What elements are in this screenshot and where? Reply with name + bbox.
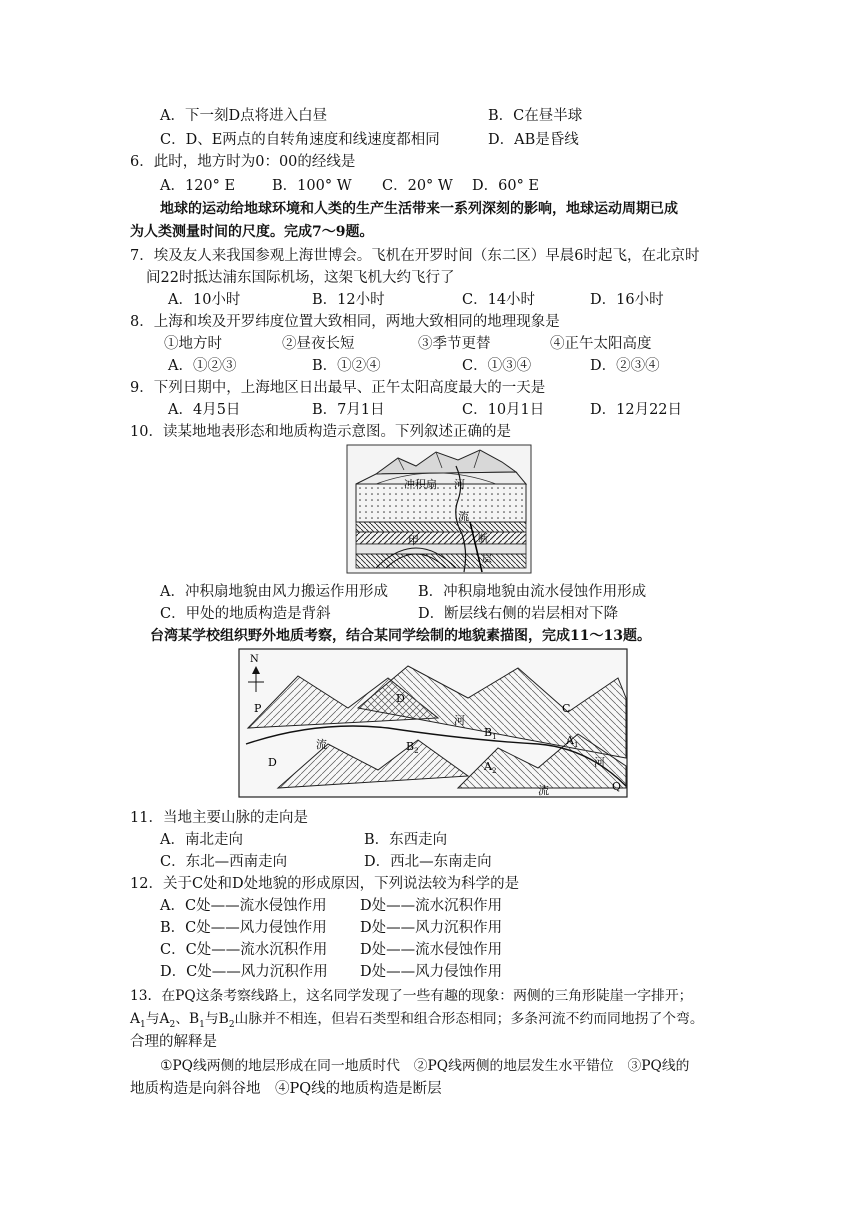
q8-statement-4: ④正午太阳高度 [550,336,652,352]
q12-option-a-d: D处——流水沉积作用 [360,898,503,914]
intro-11-13: 台湾某学校组织野外地质考察，结合某同学绘制的地貌素描图，完成11～13题。 [150,628,651,644]
label-D-lower: D [268,756,277,769]
label-B1: $B_1$ [484,726,497,741]
label-B2: $B_2$ [406,740,419,755]
q11-option-c: C．东北—西南走向 [160,854,288,870]
q8-statement-1: ①地方时 [164,336,222,352]
label-A1: $A_1$ [566,734,579,749]
q13-stem-line2: $A_1$与$A_2$、$B_1$与$B_2$山脉并不相连，但岩石类型和组合形态相同；多条河流不约而同地拐了个弯。 [130,1011,704,1030]
intro-7-9-line1: 地球的运动给地球环境和人类的生产生活带来一系列深刻的影响，地球运动周期已成 [160,201,678,217]
q6-option-a: A．120° E [160,178,236,194]
q12-option-c-d: D处——流水侵蚀作用 [360,942,503,958]
q5-option-b: B．C在昼半球 [488,108,583,124]
label-river-liu-2: 流 [538,784,549,797]
q10-stem: 10．读某地地表形态和地质构造示意图。下列叙述正确的是 [130,424,511,440]
q9-option-c: C．10月1日 [462,402,545,418]
q11-option-b: B．东西走向 [364,832,448,848]
label-alluvial-fan: 冲积扇 [404,478,437,491]
q8-stem: 8．上海和埃及开罗纬度位置大致相同，两地大致相同的地理现象是 [130,314,560,330]
q5-option-d: D．AB是昏线 [488,132,579,148]
q7-stem-line2: 间22时抵达浦东国际机场，这架飞机大约飞行了 [146,270,455,286]
q12-stem: 12．关于C处和D处地貌的形成原因，下列说法较为科学的是 [130,876,520,892]
q11-stem: 11．当地主要山脉的走向是 [130,810,308,826]
q9-option-a: A．4月5日 [168,402,241,418]
figure-geologic-block-diagram [346,444,532,574]
q6-option-b: B．100° W [272,178,352,194]
q5-option-a: A．下一刻D点将进入白昼 [160,108,328,124]
q12-option-b-d: D处——风力沉积作用 [360,920,503,936]
q10-option-a: A．冲积扇地貌由风力搬运作用形成 [160,584,388,600]
q9-stem: 9．下列日期中，上海地区日出最早、正午太阳高度最大的一天是 [130,380,546,396]
q8-option-c: C．①③④ [462,358,532,374]
label-north: N [250,654,259,665]
q8-option-d: D．②③④ [590,358,660,374]
q6-option-d: D．60° E [472,178,540,194]
q11-option-d: D．西北—东南走向 [364,854,492,870]
q7-option-b: B．12小时 [312,292,385,308]
q8-statement-2: ②昼夜长短 [282,336,355,352]
label-Q: Q [612,780,622,793]
label-jia: 甲 [408,534,419,547]
label-river-char1: 河 [454,478,465,491]
q13-stem-line3: 合理的解释是 [130,1034,217,1050]
q7-option-c: C．14小时 [462,292,536,308]
label-river-he-1: 河 [454,714,465,727]
q13-stem-line1: 13．在PQ这条考察线路上，这名同学发现了一些有趣的现象：两侧的三角形陡崖一字排开； [130,988,693,1004]
q10-option-d: D．断层线右侧的岩层相对下降 [418,606,619,622]
label-river-char2: 流 [458,510,469,523]
q9-option-d: D．12月22日 [590,402,683,418]
q7-option-a: A．10小时 [168,292,241,308]
label-fault-char2: 层 [482,554,492,565]
q8-option-a: A．①②③ [168,358,237,374]
q8-option-b: B．①②④ [312,358,381,374]
label-P: P [254,702,262,715]
q12-option-d-c: D．C处——风力沉积作用 [160,964,328,980]
label-river-liu-1: 流 [316,738,327,751]
label-C: C [562,702,571,715]
label-D-upper: D [396,692,405,705]
label-fault-char1: 断 [478,534,488,545]
q13-statements-line1: ①PQ线两侧的地层形成在同一地质时代 ②PQ线两侧的地层发生水平错位 ③PQ线的 [160,1058,690,1074]
q11-option-a: A．南北走向 [160,832,243,848]
q10-option-b: B．冲积扇地貌由流水侵蚀作用形成 [418,584,647,600]
q10-option-c: C．甲处的地质构造是背斜 [160,606,331,622]
q13-statements-line2: 地质构造是向斜谷地 ④PQ线的地质构造是断层 [130,1081,442,1097]
q6-option-c: C．20° W [382,178,453,194]
q7-stem-line1: 7．埃及友人来我国参观上海世博会。飞机在开罗时间（东二区）早晨6时起飞，在北京时 [130,248,700,264]
q5-option-c: C．D、E两点的自转角速度和线速度都相同 [160,132,440,148]
q6-stem: 6．此时，地方时为0：00的经线是 [130,154,356,170]
intro-7-9-line2: 为人类测量时间的尺度。完成7～9题。 [130,224,374,240]
q9-option-b: B．7月1日 [312,402,385,418]
q12-option-a-c: A．C处——流水侵蚀作用 [160,898,327,914]
label-A2: $A_2$ [484,760,497,775]
q12-option-b-c: B．C处——风力侵蚀作用 [160,920,327,936]
q7-option-d: D．16小时 [590,292,664,308]
figure-landform-sketch [238,648,628,798]
label-river-he-2: 河 [594,756,605,769]
q8-statement-3: ③季节更替 [418,336,491,352]
q12-option-d-d: D处——风力侵蚀作用 [360,964,503,980]
q12-option-c-c: C．C处——流水沉积作用 [160,942,328,958]
